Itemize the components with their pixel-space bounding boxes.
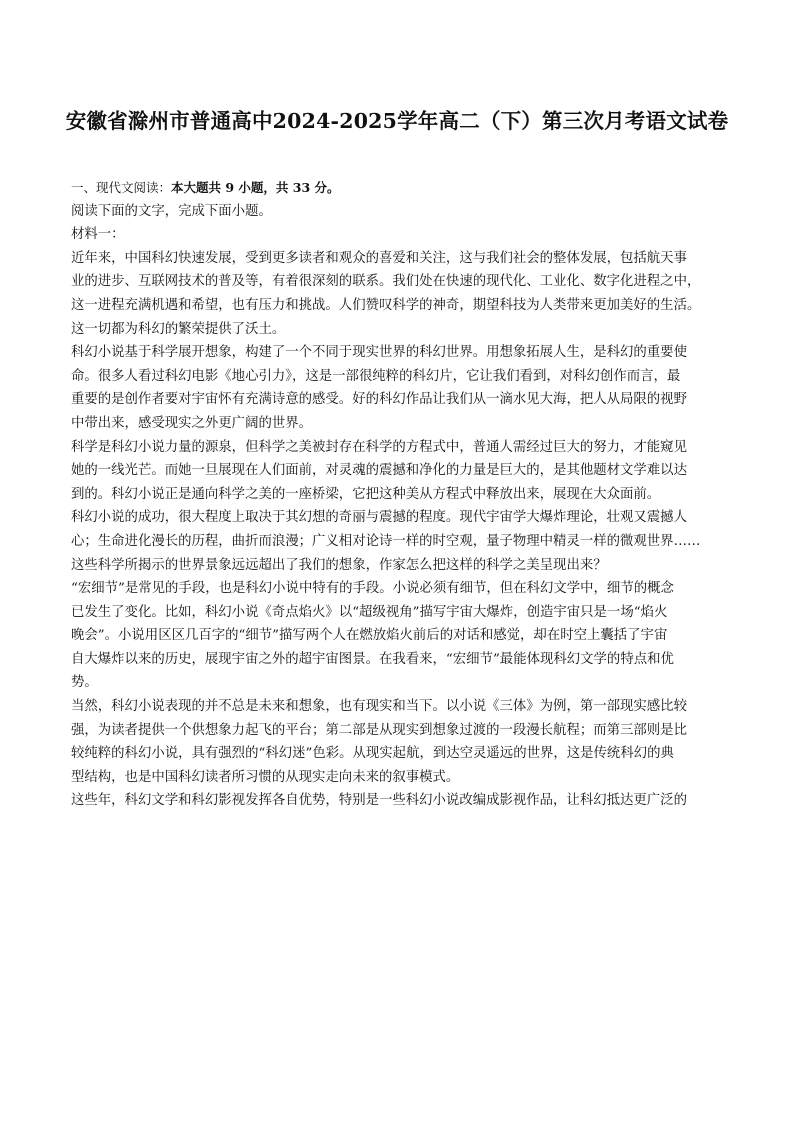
text-line: 心；生命进化漫长的历程，曲折而浪漫；广义相对论诗一样的时空观，量子物理中精灵一样的微观世界…… — [71, 533, 701, 549]
section-heading — [71, 176, 731, 200]
text-line: 势。 — [71, 675, 98, 691]
text-line: 强，为读者提供一个供想象力起飞的平台；第二部是从现实到想象过渡的一段漫长航程；而第三部则是比 — [71, 722, 687, 738]
text-line: 命。很多人看过科幻电影《地心引力》，这是一部很纯粹的科幻片，它让我们看到，对科幻创作而言，最 — [71, 368, 681, 384]
text-line: 中带出来，感受现实之外更广阔的世界。 — [71, 415, 313, 431]
text-line: 这一进程充满机遇和希望，也有压力和挑战。人们赞叹科学的神奇，期望科技为人类带来更加美好的生活。 — [71, 297, 701, 313]
text-line: 型结构，也是中国科幻读者所习惯的从现实走向未来的叙事模式。 — [71, 769, 460, 785]
text-line: 自大爆炸以来的历史，展现宇宙之外的超宇宙图景。在我看来，“宏细节”最能体现科幻文学的特点和优 — [71, 651, 674, 667]
text-line: 业的进步、互联网技术的普及等，有着很深刻的联系。我们处在快速的现代化、工业化、数字化进程之中， — [71, 274, 701, 290]
text-line: 较纯粹的科幻小说，具有强烈的“科幻迷”色彩。从现实起航，到达空灵遥远的世界，这是传统科幻的典 — [71, 746, 674, 762]
text-line: 科学是科幻小说力量的源泉，但科学之美被封存在科学的方程式中，普通人需经过巨大的努力，才能窥见 — [71, 439, 687, 455]
text-line: 科幻小说基于科学展开想象，构建了一个不同于现实世界的科幻世界。用想象拓展人生，是科幻的重要使 — [71, 345, 687, 361]
text-line: 晚会”。小说用区区几百字的“细节”描写两个人在燃放焰火前后的对话和感觉，却在时空上囊括了宇宙 — [71, 628, 668, 644]
text-line: 这些年，科幻文学和科幻影视发挥各自优势，特别是一些科幻小说改编成影视作品，让科幻抵达更广泛的 — [71, 793, 687, 809]
text-line: 这些科学所揭示的世界景象远远超出了我们的想象，作家怎么把这样的科学之美呈现出来？ — [71, 557, 607, 573]
article-body — [71, 176, 731, 813]
text-line: 当然，科幻小说表现的并不总是未来和想象，也有现实和当下。以小说《三体》为例，第一部现实感比较 — [71, 699, 687, 715]
text-line: 重要的是创作者要对宇宙怀有充满诗意的感受。好的科幻作品让我们从一滴水见大海，把人从局限的视野 — [71, 392, 687, 408]
section-heading-detail: 本大题共 9 小题，共 33 分。 — [171, 180, 340, 195]
text-line: 阅读下面的文字，完成下面小题。 — [71, 203, 272, 219]
text-line: 材料一： — [71, 227, 125, 243]
text-line: 到的。科幻小说正是通向科学之美的一座桥梁，它把这种美从方程式中释放出来，展现在大众面前。 — [71, 486, 661, 502]
section-heading-prefix: 一、现代文阅读： — [71, 180, 172, 195]
text-line: 科幻小说的成功，很大程度上取决于其幻想的奇丽与震撼的程度。现代宇宙学大爆炸理论，壮观又震撼人 — [71, 510, 687, 526]
text-line: 她的一线光芒。而她一旦展现在人们面前，对灵魂的震撼和净化的力量是巨大的，是其他题材文学难以达 — [71, 463, 687, 479]
page-title: 安徽省滁州市普通高中2024-2025学年高二（下）第三次月考语文试卷 — [65, 109, 729, 133]
text-line: “宏细节”是常见的手段，也是科幻小说中特有的手段。小说必须有细节，但在科幻文学中，细节的概念 — [71, 581, 674, 597]
text-line: 已发生了变化。比如，科幻小说《奇点焰火》以“超级视角”描写宇宙大爆炸，创造宇宙只是一场“焰火 — [71, 604, 668, 620]
text-line: 近年来，中国科幻快速发展，受到更多读者和观众的喜爱和关注，这与我们社会的整体发展，包括航天事 — [71, 250, 687, 266]
text-line: 这一切都为科幻的繁荣提供了沃土。 — [71, 321, 286, 337]
